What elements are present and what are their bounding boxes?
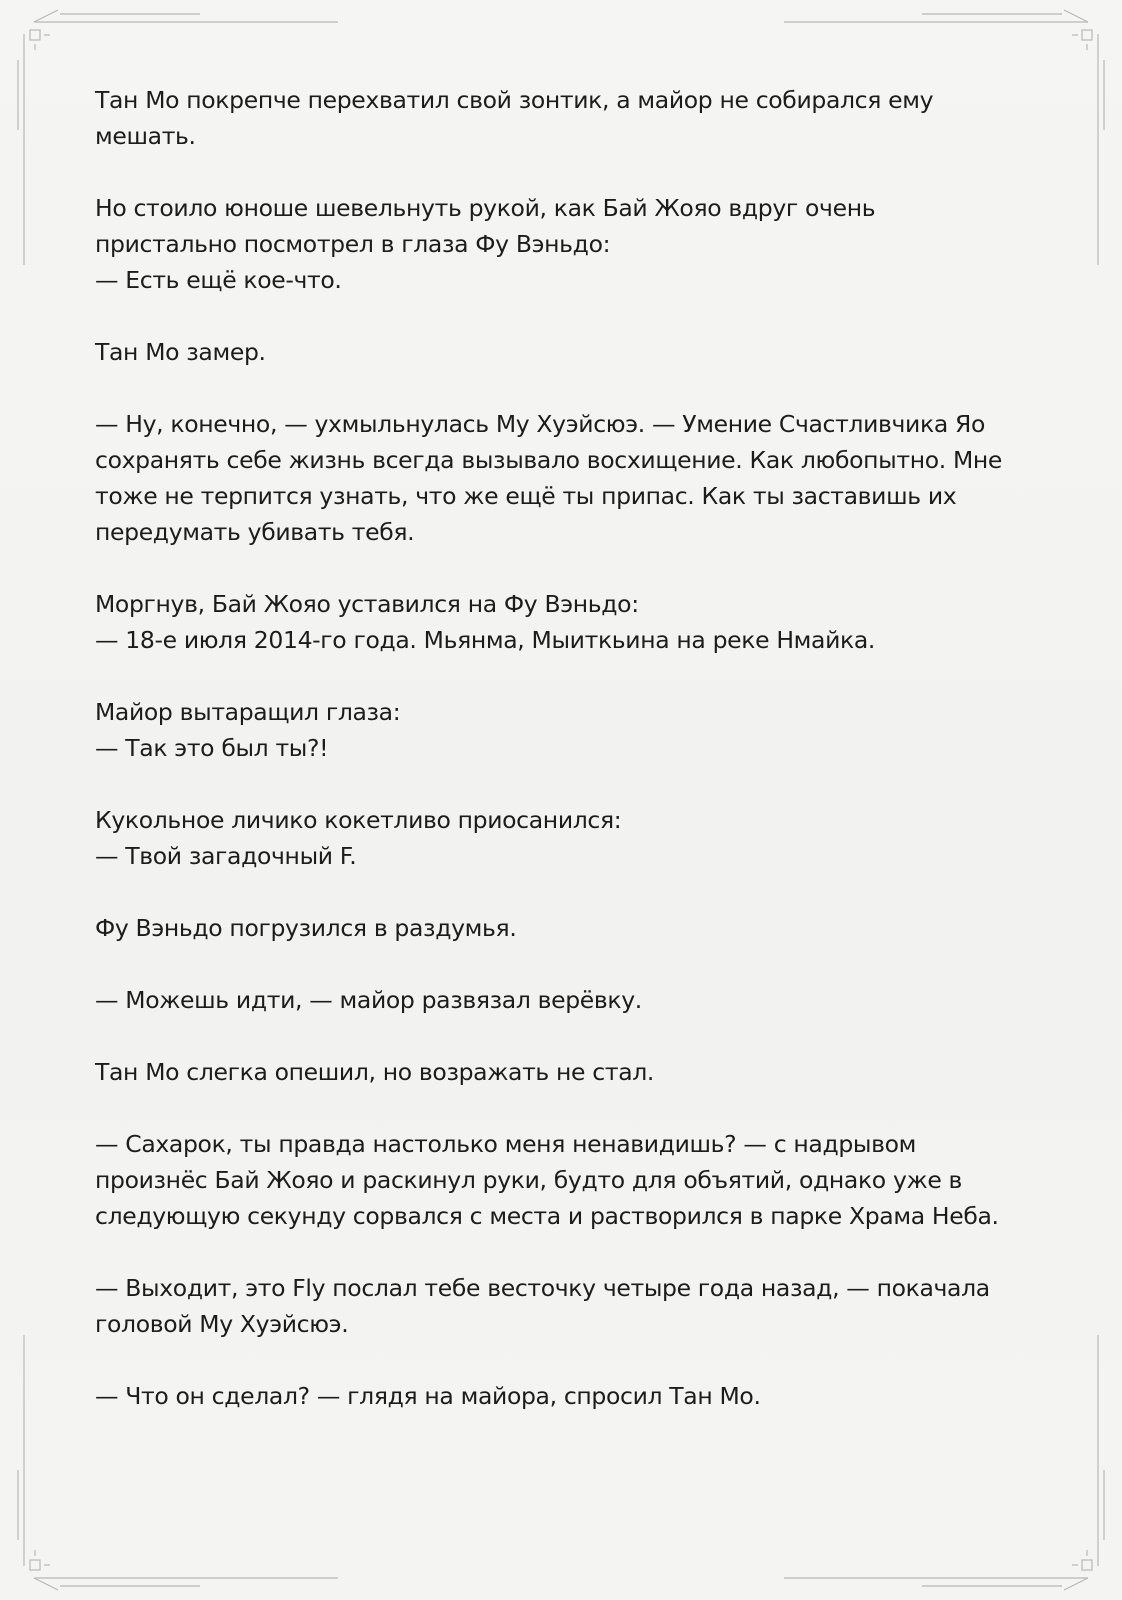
paragraph: Но стоило юноше шевельнуть рукой, как Бай Жояо вдруг очень пристально посмотрел в глаза Фу Вэньдо: — Есть ещё кое-что. <box>95 194 876 294</box>
paragraph: Тан Мо покрепче перехватил свой зонтик, а майор не собирался ему мешать. <box>95 86 934 150</box>
paragraph: Кукольное личико кокетливо приосанился: — Твой загадочный F. <box>95 806 622 870</box>
paragraph: — Можешь идти, — майор развязал верёвку. <box>95 986 642 1014</box>
paragraph: Моргнув, Бай Жояо уставился на Фу Вэньдо: — 18-е июля 2014-го года. Мьянма, Мыиткьина на реке Нмайка. <box>95 590 876 654</box>
paragraph: — Что он сделал? — глядя на майора, спросил Тан Мо. <box>95 1382 761 1410</box>
paragraph: Тан Мо слегка опешил, но возражать не стал. <box>95 1058 655 1086</box>
paragraph: Тан Мо замер. <box>95 338 266 366</box>
paragraph: Майор вытаращил глаза: — Так это был ты?! <box>95 698 401 762</box>
paragraph: — Ну, конечно, — ухмыльнулась Му Хуэйсюэ. — Умение Счастливчика Яо сохранять себе жизнь всегда вызывало восхищение. Как любопытно. Мне тоже не терпится узнать, что же ещё ты припас. Как ты заставишь их передумать убивать тебя. <box>95 410 1003 546</box>
paragraph: — Сахарок, ты правда настолько меня ненавидишь? — с надрывом произнёс Бай Жояо и раскинул руки, будто для объятий, однако уже в следующую секунду сорвался с места и растворился в парке Храма Неба. <box>95 1130 999 1230</box>
paragraph: Фу Вэньдо погрузился в раздумья. <box>95 914 517 942</box>
paragraph: — Выходит, это Fly послал тебе весточку четыре года назад, — покачала головой Му Хуэйсюэ. <box>95 1274 990 1338</box>
document-body <box>95 82 1035 1450</box>
